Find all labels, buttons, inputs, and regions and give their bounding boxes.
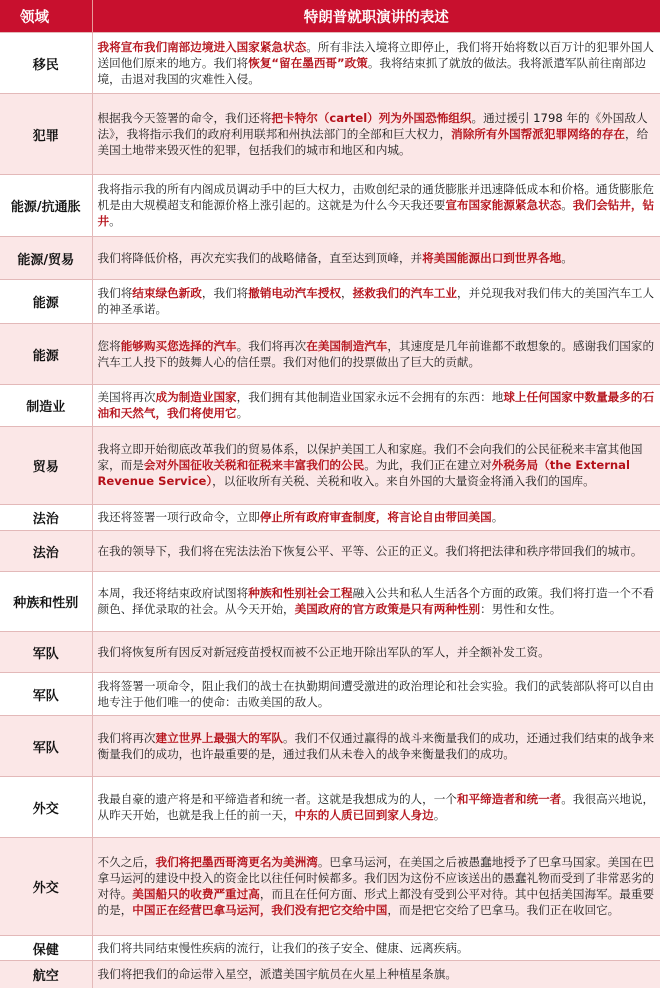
text-highlight: 能够购买您选择的汽车	[120, 338, 237, 353]
text-highlight: 会对外国征收关税和征税来丰富我们的公民	[143, 458, 365, 472]
row-domain: 军队	[0, 716, 92, 777]
text-highlight: 恢复“留在墨西哥”政策	[248, 55, 368, 70]
text-segment: 不久之后，	[97, 855, 156, 869]
row-domain: 能源	[0, 280, 92, 324]
text-segment: 。我将结束抓了就放的做法。我将派遣军队前往南部边境，击退对我国的灾难性入侵。	[97, 55, 647, 86]
text-segment: 。	[236, 406, 249, 420]
row-text	[92, 505, 660, 531]
text-segment: 。为此，我们正在建立对	[364, 458, 492, 472]
row-text	[92, 777, 660, 838]
text-highlight: 成为制造业国家	[155, 390, 237, 404]
text-highlight: 和平缔造者和统一者	[456, 791, 562, 806]
row-text	[92, 94, 660, 175]
row-domain: 法治	[0, 505, 92, 531]
text-highlight: 美国政府的官方政策是只有两种性别	[294, 602, 481, 616]
text-segment: ，并兑现我对我们伟大的美国汽车工人的神圣承诺。	[97, 286, 655, 316]
table-row	[0, 175, 660, 237]
table-row	[0, 936, 660, 961]
text-segment: 融入公共和私人生活各个方面的政策。我们将打造一个不看颜色、择优录取的社会。从今天开始，	[97, 586, 655, 616]
text-segment: 。我很高兴地说，从昨天开始，也就是我上任的前一天，	[97, 791, 655, 822]
table-row	[0, 777, 660, 838]
text-segment: 。	[561, 198, 573, 212]
text-segment: 我将指示我的所有内阁成员调动手中的巨大权力，击败创纪录的通货膨胀并迅速降低成本和价格。通货膨胀危机是由大规模超支和能源价格上涨引起的。这就是为什么今天我还要	[97, 182, 655, 212]
text-highlight: 外税务局（the External Revenue Service）	[97, 458, 630, 488]
text-highlight: 将美国能源出口到世界各地	[422, 250, 562, 265]
row-domain: 保健	[0, 936, 92, 961]
row-domain: 种族和性别	[0, 572, 92, 632]
table-row	[0, 237, 660, 280]
row-text	[92, 936, 660, 961]
row-domain: 能源/贸易	[0, 237, 92, 280]
text-segment: 。	[491, 510, 504, 524]
text-highlight: 撤销电动汽车授权	[248, 286, 342, 300]
text-highlight: 宣布国家能源紧急状态	[445, 198, 562, 212]
text-segment: 。巴拿马运河，在美国之后被愚蠢地授予了巴拿马国家。美国在巴拿马运河的建设中投入的资金比以往任何时候都多。我们因为这份不应该送出的愚蠢礼物而受到了非常恶劣的对待。	[97, 855, 655, 901]
text-highlight: 把卡特尔（cartel）列为外国恐怖组织	[271, 110, 472, 125]
text-highlight: 我们会钻井，钻井	[97, 198, 655, 228]
row-text	[92, 427, 660, 505]
text-highlight: 中国正在经营巴拿马运河，我们没有把它交给中国	[132, 903, 388, 917]
row-domain: 犯罪	[0, 94, 92, 175]
table-row	[0, 94, 660, 175]
text-segment: ，我们拥有其他制造业国家永远不会拥有的东西：地	[236, 390, 504, 404]
text-segment: 我们将恢复所有因反对新冠疫苗授权而被不公正地开除出军队的军人，并全额补发工资。	[97, 644, 550, 659]
row-text	[92, 33, 660, 94]
text-segment: 您将	[97, 338, 121, 353]
table-row	[0, 427, 660, 505]
text-segment: 我们将把我们的命运带入星空，派遣美国宇航员在火星上种植星条旗。	[97, 966, 457, 981]
row-text	[92, 572, 660, 632]
text-highlight: 拯救我们的汽车工业	[352, 286, 457, 300]
row-domain: 军队	[0, 673, 92, 716]
row-text	[92, 716, 660, 777]
text-segment: ，我们将	[201, 286, 249, 300]
table-row	[0, 673, 660, 716]
text-segment: 我还将签署一项行政命令，立即	[97, 510, 260, 524]
text-segment: 根据我今天签署的命令，我们还将	[97, 110, 272, 125]
text-segment: 我最自豪的遗产将是和平缔造者和统一者。这就是我想成为的人，一个	[97, 791, 457, 806]
text-segment: 我们将	[97, 286, 133, 300]
text-segment: 。我们将再次	[236, 338, 307, 353]
table-header-row	[0, 0, 660, 33]
row-text	[92, 531, 660, 572]
text-segment: 。	[561, 250, 573, 265]
row-text	[92, 632, 660, 673]
table-row	[0, 838, 660, 936]
text-highlight: 球上任何国家中数量最多的石油和天然气，我们将使用它	[97, 390, 655, 420]
text-highlight: 建立世界上最强大的军队	[155, 730, 284, 745]
row-domain: 能源	[0, 324, 92, 385]
text-segment: 在我的领导下，我们将在宪法法治下恢复公平、平等、公正的正义。我们将把法律和秩序带回我们的城市。	[97, 543, 643, 558]
row-domain: 法治	[0, 531, 92, 572]
text-segment: ，而且在任何方面、形式上都没有受到公平对待。其中包括美国海军。最重要的是，	[97, 887, 655, 917]
text-segment: 我们将再次	[97, 730, 156, 745]
text-segment: 。我们不仅通过赢得的战斗来衡量我们的成功，还通过我们结束的战争来衡量我们的成功，也许最重要的是，通过我们从未卷入的战争来衡量我们的成功。	[97, 730, 655, 761]
table-row	[0, 385, 660, 427]
text-segment: 美国将再次	[97, 390, 156, 404]
text-segment: 。所有非法入境将立即停止，我们将开始将数以百万计的犯罪外国人送回他们原来的地方。我们将	[97, 39, 655, 70]
row-text	[92, 280, 660, 324]
row-domain: 能源/抗通胀	[0, 175, 92, 237]
table-row	[0, 632, 660, 673]
text-highlight: 中东的人质已回到家人身边	[294, 807, 434, 822]
row-text	[92, 385, 660, 427]
table-row	[0, 505, 660, 531]
row-domain: 军队	[0, 632, 92, 673]
row-text	[92, 838, 660, 936]
text-highlight: 美国船只的收费严重过高	[132, 887, 260, 901]
text-segment: 。通过援引 1798 年的《外国敌人法》，我将指示我们的政府利用联邦和州执法部门的全部和巨大权力，	[97, 110, 648, 141]
row-text	[92, 324, 660, 385]
table-row	[0, 572, 660, 632]
text-highlight: 在美国制造汽车	[306, 338, 388, 353]
text-segment: 我们将降低价格，再次充实我们的战略储备，直至达到顶峰，并	[97, 250, 423, 265]
text-segment: ，以征收所有关税、关税和收入。来自外国的大量资金将涌入我们的国库。	[212, 474, 595, 488]
text-segment: 我将立即开始彻底改革我们的贸易体系，以保护美国工人和家庭。我们不会向我们的公民征税来丰富其他国家，而是	[97, 442, 643, 472]
row-text	[92, 175, 660, 237]
text-segment: ，其速度是几年前谁都不敢想象的。感谢我们国家的汽车工人投下的鼓舞人心的信任票。我们对他们的投票做出了巨大的贡献。	[97, 338, 655, 369]
row-text	[92, 237, 660, 280]
table-row	[0, 531, 660, 572]
row-text	[92, 673, 660, 716]
text-highlight: 我们将把墨西哥湾更名为美洲湾	[155, 855, 318, 869]
row-text	[92, 961, 660, 988]
table-row	[0, 716, 660, 777]
table-row	[0, 33, 660, 94]
text-segment: 我将签署一项命令，阻止我们的战士在执勤期间遭受激进的政治理论和社会实验。我们的武装部队将可以自由地专注于他们唯一的使命：击败美国的敌人。	[97, 678, 655, 709]
row-domain: 移民	[0, 33, 92, 94]
text-segment: 我们将共同结束慢性疾病的流行，让我们的孩子安全、健康、远离疾病。	[97, 940, 469, 955]
text-highlight: 种族和性别社会工程	[248, 586, 353, 600]
table-row	[0, 324, 660, 385]
text-highlight: 停止所有政府审查制度，将言论自由带回美国	[259, 510, 492, 524]
row-domain: 贸易	[0, 427, 92, 505]
text-highlight: 消除所有外国帮派犯罪网络的存在	[451, 126, 626, 141]
table-row	[0, 961, 660, 988]
text-highlight: 结束绿色新政	[132, 286, 202, 300]
text-segment: 。	[433, 807, 446, 822]
text-segment: ：男性和女性。	[480, 602, 562, 616]
text-segment: ，给美国土地带来毁灭性的犯罪，包括我们的城市和地区和内城。	[97, 126, 649, 157]
text-segment: ，而是把它交给了巴拿马。我们正在收回它。	[387, 903, 620, 917]
text-segment: 。	[109, 214, 121, 228]
header-statement: 特朗普就职演讲的表述	[92, 0, 660, 33]
header-domain: 领域	[0, 0, 92, 33]
row-domain: 航空	[0, 961, 92, 988]
table-row	[0, 280, 660, 324]
row-domain: 外交	[0, 838, 92, 936]
text-segment: 本周，我还将结束政府试图将	[97, 586, 249, 600]
row-domain: 外交	[0, 777, 92, 838]
text-highlight: 我将宣布我们南部边境进入国家紧急状态	[97, 39, 307, 54]
text-segment: ，	[341, 286, 353, 300]
row-domain: 制造业	[0, 385, 92, 427]
